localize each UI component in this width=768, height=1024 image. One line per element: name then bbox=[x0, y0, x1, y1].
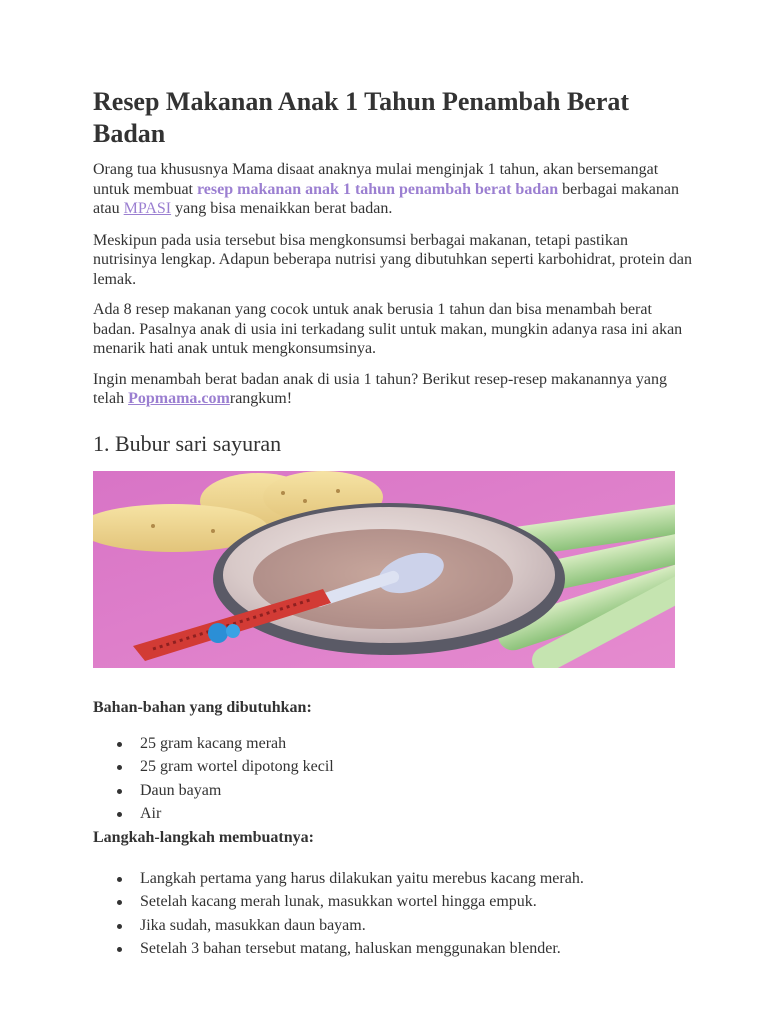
closing-text-1: Ingin menambah berat badan anak di usia 1 tahun? Berikut resep-resep makanannya yang telah bbox=[93, 370, 668, 407]
list-item: Setelah 3 bahan tersebut matang, haluskan menggunakan blender. bbox=[93, 937, 693, 961]
popmama-link[interactable]: Popmama.com bbox=[128, 390, 230, 407]
ingredients-heading: Bahan-bahan yang dibutuhkan: bbox=[93, 698, 312, 716]
intro-text-3: yang bisa menaikkan berat badan. bbox=[171, 200, 393, 217]
recipe-link[interactable]: resep makanan anak 1 tahun penambah berat badan bbox=[196, 180, 559, 198]
article bbox=[93, 86, 693, 961]
recipes-paragraph: Ada 8 resep makanan yang cocok untuk anak berusia 1 tahun dan bisa menambah berat badan. Pasalnya anak di usia ini terkadang sulit untuk makan, mungkin adanya rasa ini akan menarik hati anak untuk mengkonsumsinya. bbox=[93, 301, 683, 357]
list-item: Jika sudah, masukkan daun bayam. bbox=[93, 914, 693, 938]
list-item: Langkah pertama yang harus dilakukan yaitu merebus kacang merah. bbox=[93, 867, 693, 891]
intro-text-2: berbagai makanan atau bbox=[93, 180, 679, 217]
steps-heading: Langkah-langkah membuatnya: bbox=[93, 828, 314, 846]
list-item: Daun bayam bbox=[93, 779, 693, 803]
section-title: 1. Bubur sari sayuran bbox=[93, 430, 282, 456]
steps-list bbox=[93, 867, 693, 961]
intro-text-1: Orang tua khususnya Mama disaat anaknya mulai menginjak 1 tahun, akan bersemangat untuk membuat bbox=[93, 161, 659, 198]
nutrition-paragraph: Meskipun pada usia tersebut bisa mengkonsumsi berbagai makanan, tetapi pastikan nutrisinya lengkap. Adapun beberapa nutrisi yang dibutuhkan seperti karbohidrat, protein dan lemak. bbox=[93, 231, 692, 288]
mpasi-link[interactable]: MPASI bbox=[123, 200, 172, 217]
closing-text-2: rangkum! bbox=[229, 390, 293, 407]
intro-paragraph bbox=[93, 160, 693, 219]
list-item: 25 gram kacang merah bbox=[93, 732, 693, 756]
porridge-photo bbox=[93, 471, 675, 668]
article-title: Resep Makanan Anak 1 Tahun Penambah Berat Badan bbox=[93, 87, 630, 148]
list-item: Setelah kacang merah lunak, masukkan wortel hingga empuk. bbox=[93, 890, 693, 914]
ingredients-list bbox=[93, 732, 693, 826]
closing-paragraph bbox=[93, 370, 693, 409]
list-item: 25 gram wortel dipotong kecil bbox=[93, 755, 693, 779]
list-item: Air bbox=[93, 802, 693, 826]
